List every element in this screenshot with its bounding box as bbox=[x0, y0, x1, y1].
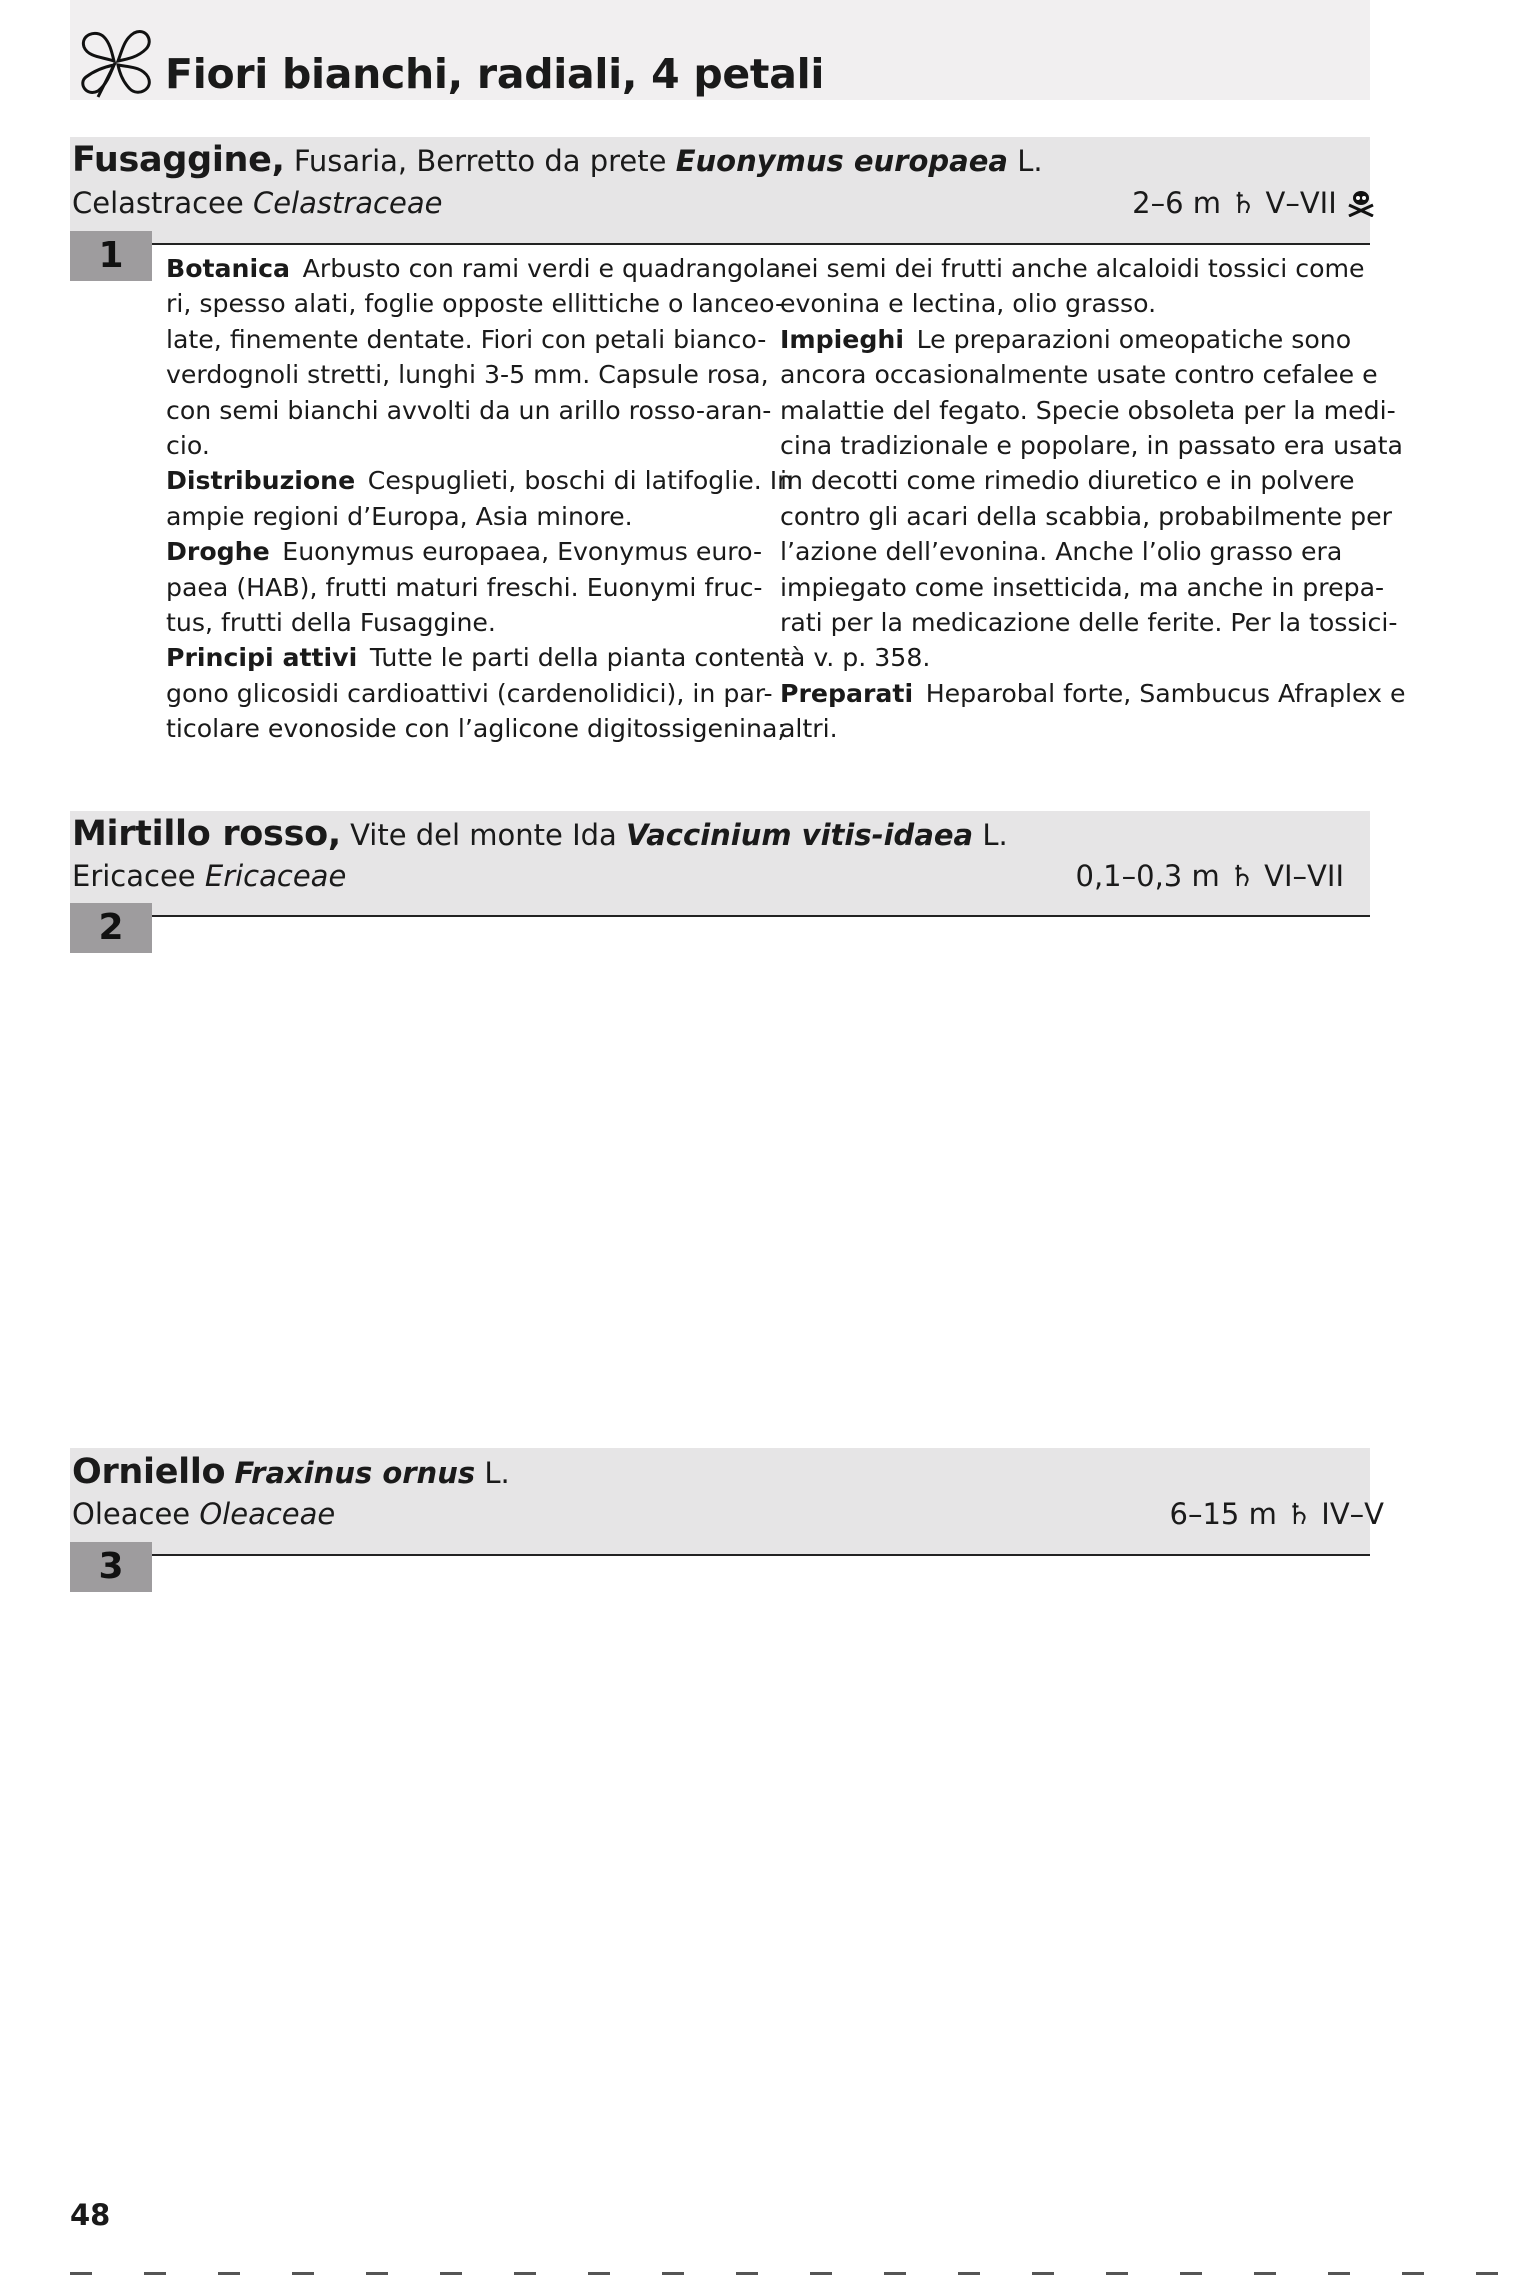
line-text: malattie del fegato. Specie obsoleta per la medi- bbox=[780, 395, 1396, 425]
field-label: Droghe bbox=[166, 537, 270, 567]
text-line bbox=[780, 251, 1406, 286]
entry-number: 2 bbox=[70, 903, 152, 953]
section-rule bbox=[70, 1554, 1370, 1556]
section-rule bbox=[70, 915, 1370, 917]
line-text: ticolare evonoside con l’aglicone digitossigenina; bbox=[166, 714, 786, 744]
latin-name: Fraxinus ornus bbox=[234, 1456, 476, 1490]
line-text: impiegato come insetticida, ma anche in prepa- bbox=[780, 572, 1385, 602]
text-line bbox=[166, 463, 793, 498]
shrub-symbol-icon: ♄ bbox=[1286, 1497, 1313, 1531]
text-line bbox=[166, 676, 793, 711]
section-title-line bbox=[72, 816, 1008, 853]
text-line bbox=[780, 428, 1406, 463]
section-title-line bbox=[72, 142, 1043, 179]
text-line bbox=[166, 711, 793, 746]
text-line bbox=[780, 605, 1406, 640]
text-line bbox=[780, 286, 1406, 321]
four-petal-flower-icon bbox=[76, 27, 156, 99]
line-text: contro gli acari della scabbia, probabilmente per bbox=[780, 501, 1392, 531]
section-title-line bbox=[72, 1454, 510, 1491]
line-text: gono glicosidi cardioattivi (cardenolidici), in par- bbox=[166, 678, 773, 708]
flowering-months: V–VII bbox=[1265, 186, 1337, 220]
field-label: Preparati bbox=[780, 678, 914, 708]
skull-crossbones-icon bbox=[1346, 189, 1376, 217]
right-column bbox=[780, 251, 1406, 747]
line-text: nei semi dei frutti anche alcaloidi tossici come bbox=[780, 254, 1365, 283]
family-latin: Ericaceae bbox=[204, 859, 347, 893]
height: 2–6 m bbox=[1132, 186, 1222, 220]
line-text: Le preparazioni omeopatiche sono bbox=[916, 324, 1352, 354]
text-line bbox=[166, 570, 793, 605]
family-line bbox=[72, 185, 442, 221]
shrub-symbol-icon: ♄ bbox=[1230, 186, 1257, 220]
line-text: ri, spesso alati, foglie opposte ellittiche o lanceo- bbox=[166, 289, 785, 319]
text-line bbox=[780, 463, 1406, 498]
text-line bbox=[166, 428, 793, 463]
common-name: Fusaggine, bbox=[72, 140, 285, 180]
text-line bbox=[780, 570, 1406, 605]
line-text: ancora occasionalmente usate contro cefalee e bbox=[780, 360, 1378, 390]
size-flowering-meta bbox=[1132, 185, 1376, 221]
text-line bbox=[780, 534, 1406, 569]
line-text: paea (HAB), frutti maturi freschi. Euonymi fruc- bbox=[166, 572, 763, 602]
size-flowering-meta bbox=[1076, 858, 1345, 894]
line-text: in decotti come rimedio diuretico e in polvere bbox=[780, 466, 1355, 496]
text-line bbox=[166, 322, 793, 357]
family-it: Oleacee bbox=[72, 1497, 191, 1531]
author: L. bbox=[982, 818, 1008, 852]
line-text: Euonymus europaea, Evonymus euro- bbox=[282, 537, 763, 567]
text-line bbox=[166, 605, 793, 640]
line-text: Tutte le parti della pianta conten- bbox=[369, 643, 791, 673]
text-line bbox=[780, 357, 1406, 392]
family-latin: Celastraceae bbox=[252, 186, 443, 220]
text-line bbox=[780, 711, 1406, 746]
page-number: 48 bbox=[70, 2198, 111, 2232]
text-line bbox=[166, 499, 793, 534]
text-line bbox=[166, 251, 793, 286]
flowering-months: VI–VII bbox=[1264, 859, 1344, 893]
text-line bbox=[780, 499, 1406, 534]
line-text: Heparobal forte, Sambucus Afraplex e bbox=[925, 678, 1406, 708]
crop-dash-line bbox=[70, 2272, 1522, 2275]
text-line bbox=[780, 640, 1406, 675]
text-line bbox=[166, 640, 793, 675]
text-line bbox=[166, 286, 793, 321]
family-it: Ericacee bbox=[72, 859, 196, 893]
line-text: ampie regioni d’Europa, Asia minore. bbox=[166, 501, 633, 531]
text-line bbox=[166, 393, 793, 428]
author: L. bbox=[484, 1456, 510, 1490]
section-rule bbox=[70, 243, 1370, 245]
family-latin: Oleaceae bbox=[199, 1497, 336, 1531]
flowering-months: IV–V bbox=[1321, 1497, 1384, 1531]
line-text: tus, frutti della Fusaggine. bbox=[166, 608, 496, 638]
common-name: Orniello bbox=[72, 1452, 226, 1492]
entry-number: 3 bbox=[70, 1542, 152, 1592]
height: 6–15 m bbox=[1169, 1497, 1277, 1531]
common-name: Mirtillo rosso, bbox=[72, 814, 341, 854]
other-names: Fusaria, Berretto da prete bbox=[293, 144, 667, 178]
field-label: Impieghi bbox=[780, 324, 904, 354]
line-text: rati per la medicazione delle ferite. Per la tossici- bbox=[780, 608, 1398, 638]
field-label: Distribuzione bbox=[166, 466, 356, 496]
text-line bbox=[780, 322, 1406, 357]
other-names: Vite del monte Ida bbox=[350, 818, 617, 852]
text-line bbox=[780, 393, 1406, 428]
line-text: tà v. p. 358. bbox=[780, 643, 931, 673]
latin-name: Euonymus europaea bbox=[675, 144, 1008, 178]
entry-number: 1 bbox=[70, 231, 152, 281]
height: 0,1–0,3 m bbox=[1075, 859, 1220, 893]
field-label: Principi attivi bbox=[166, 643, 358, 673]
text-line bbox=[166, 534, 793, 569]
left-column bbox=[166, 251, 793, 747]
line-text: cina tradizionale e popolare, in passato era usata bbox=[780, 431, 1403, 461]
line-text: evonina e lectina, olio grasso. bbox=[780, 289, 1157, 319]
text-line bbox=[166, 357, 793, 392]
family-it: Celastracee bbox=[72, 186, 244, 220]
line-text: Cespuglieti, boschi di latifoglie. In bbox=[367, 466, 794, 496]
latin-name: Vaccinium vitis-idaea bbox=[626, 818, 974, 852]
line-text: late, finemente dentate. Fiori con petali bianco- bbox=[166, 324, 767, 354]
line-text: altri. bbox=[780, 714, 838, 744]
line-text: Arbusto con rami verdi e quadrangola- bbox=[302, 254, 790, 283]
line-text: l’azione dell’evonina. Anche l’olio grasso era bbox=[780, 537, 1343, 567]
field-label: Botanica bbox=[166, 254, 291, 283]
line-text: verdognoli stretti, lunghi 3-5 mm. Capsule rosa, bbox=[166, 360, 769, 390]
line-text: con semi bianchi avvolti da un arillo rosso-aran- bbox=[166, 395, 772, 425]
family-line bbox=[72, 858, 346, 894]
shrub-symbol-icon: ♄ bbox=[1228, 859, 1255, 893]
line-text: cio. bbox=[166, 431, 210, 461]
text-line bbox=[780, 676, 1406, 711]
page-title: Fiori bianchi, radiali, 4 petali bbox=[165, 50, 825, 98]
author: L. bbox=[1017, 144, 1043, 178]
size-flowering-meta bbox=[1170, 1496, 1385, 1532]
family-line bbox=[72, 1496, 335, 1532]
